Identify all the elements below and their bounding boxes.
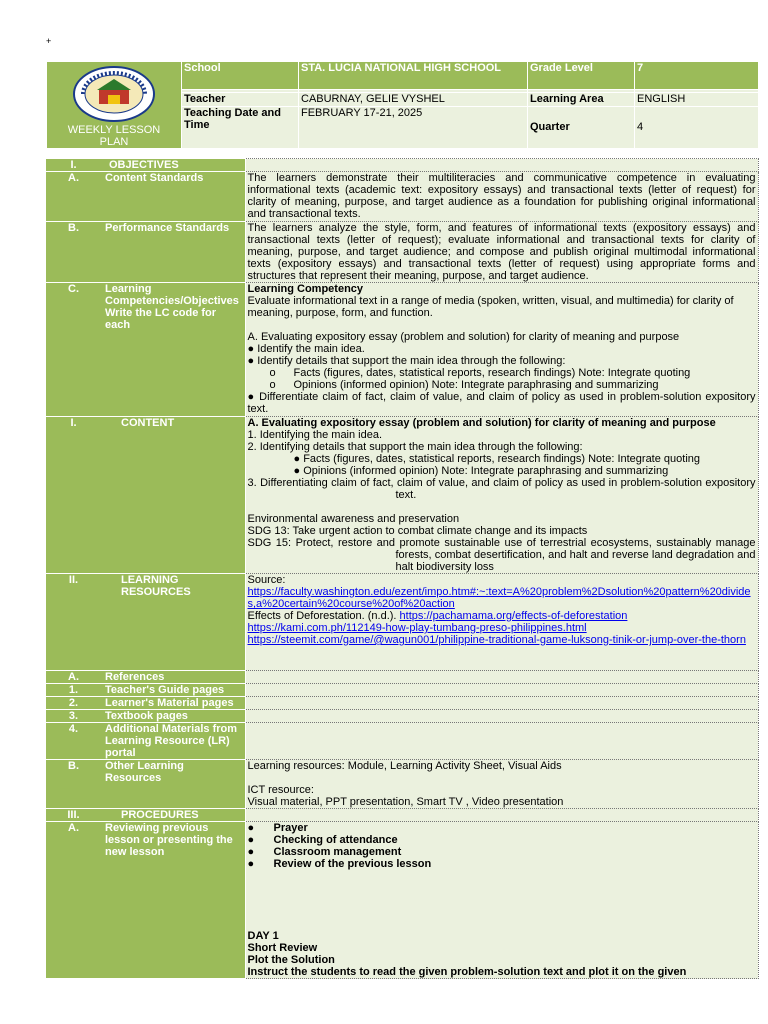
reviewing-lesson-text: ● Prayer ● Checking of attendance ● Classroom management ● Review of the previous lesson DAY 1 Short Review Plot the Solution Instruct the students to read the given problem-solution text and plot it on the given bbox=[245, 822, 758, 979]
grade-value: 7 bbox=[635, 62, 759, 90]
additional-materials-label: 4. Additional Materials from Learning Resource (LR) portal bbox=[46, 723, 245, 760]
learning-competencies-text: Learning Competency Evaluate informational text in a range of media (spoken, written, visual, and multimedia) for clarity of meaning, purpose, form, and function. A. Evaluating expository essay (problem and solution) for clarity of meaning and purpose ● Identify the main idea. ● Identify details that support the main idea through the following: o Facts (figures, dates, statistical reports, research findings) Note: Integrate quoting o Opinions (informed opinion) Note: Integrate paraphrasing and summarizing ● Differentiate claim of fact, claim of value, and claim of policy as used in problem-solution expository text. bbox=[245, 283, 758, 417]
school-value: STA. LUCIA NATIONAL HIGH SCHOOL bbox=[299, 62, 528, 90]
learning-competencies-label: C. Learning Competencies/Objectives Write the LC code for each bbox=[46, 283, 245, 417]
lc-a: A. Evaluating expository essay (problem and solution) for clarity of meaning and purpose bbox=[247, 331, 680, 343]
references-label: A. References bbox=[46, 671, 245, 684]
reviewing-lesson-label: A. Reviewing previous lesson or presenting the new lesson bbox=[46, 822, 245, 979]
teaching-date-value: FEBRUARY 17-21, 2025 bbox=[299, 106, 528, 149]
lc-heading: Learning Competency bbox=[247, 283, 364, 295]
source-link-2[interactable]: https://pachamama.org/effects-of-deforestation bbox=[399, 610, 628, 622]
header-table bbox=[46, 61, 759, 149]
teacher-value: CABURNAY, GELIE VYSHEL bbox=[299, 93, 528, 106]
school-logo-cell bbox=[47, 62, 182, 149]
objectives-heading: I. OBJECTIVES bbox=[46, 159, 245, 172]
page-mark: + bbox=[46, 36, 52, 46]
learning-area-value: ENGLISH bbox=[635, 93, 759, 106]
other-resources-text: Learning resources: Module, Learning Activity Sheet, Visual Aids ICT resource: Visual material, PPT presentation, Smart TV , Video presentation bbox=[245, 760, 758, 809]
other-resources-label: B. Other Learning Resources bbox=[46, 760, 245, 809]
content-standards-label: A. Content Standards bbox=[46, 172, 245, 222]
source-link-1[interactable]: https://faculty.washington.edu/ezent/impo.htm#:~:text=A%20problem%2Dsolution%20pattern%20divides,a%20certain%20course%20of%20action bbox=[247, 586, 751, 610]
lc-text: Evaluate informational text in a range of media (spoken, written, visual, and multimedia) for clarity of meaning, purpose, form, and function. bbox=[247, 295, 734, 319]
learning-resources-heading: II. LEARNING RESOURCES bbox=[46, 574, 245, 671]
teachers-guide-label: 1. Teacher's Guide pages bbox=[46, 684, 245, 697]
quarter-value: 4 bbox=[635, 106, 759, 149]
teaching-date-label: Teaching Date and Time bbox=[182, 106, 299, 149]
source-link-3[interactable]: https://kami.com.ph/112149-how-play-tumbang-preso-philippines.html bbox=[247, 622, 587, 634]
lesson-plan-table bbox=[46, 158, 759, 979]
learning-area-label: Learning Area bbox=[528, 93, 635, 106]
content-text: A. Evaluating expository essay (problem and solution) for clarity of meaning and purpose 1. Identifying the main idea. 2. Identifying details that support the main idea through the following: ● Facts (figures, dates, statistical reports, research findings) Note: Integrate quoting ● Opinions (informed opinion) Note: Integrate paraphrasing and summarizing 3. Differentiating claim of fact, claim of value, and claim of policy as used in problem-solution expository text. Environmental awareness and preservation SDG 13: Take urgent action to combat climate change and its impacts SDG 15: Protect, restore and promote sustainable use of terrestrial ecosystems, sustainably manage forests, combat desertification, and halt and reverse land degradation and halt biodiversity loss bbox=[245, 417, 758, 574]
school-label: School bbox=[182, 62, 299, 90]
teacher-label: Teacher bbox=[182, 93, 299, 106]
learning-resources-text: Source: https://faculty.washington.edu/ezent/impo.htm#:~:text=A%20problem%2Dsolution%20pattern%20divides,a%20certain%20course%20of%20action Effects of Deforestation. (n.d.). https://pachamama.org/effects-of-deforestation https://kami.com.ph/112149-how-play-tumbang-preso-philippines.html https://steemit.com/game/@wagun001/philippine-traditional-game-luksong-tinik-or-jump-over-the-thorn bbox=[245, 574, 758, 671]
source-link-4[interactable]: https://steemit.com/game/@wagun001/philippine-traditional-game-luksong-tinik-or-jump-over-the-thorn bbox=[247, 634, 746, 646]
content-standards-text: The learners demonstrate their multiliteracies and communicative competence in evaluating informational texts (academic text: expository essays) and transactional texts (letter of request) for clarity of meaning, purpose, and target audience as a foundation for publishing original informational and transactional texts. bbox=[245, 172, 758, 222]
learners-material-label: 2. Learner's Material pages bbox=[46, 697, 245, 710]
content-heading: I. CONTENT bbox=[46, 417, 245, 574]
plan-title: WEEKLY LESSON PLAN bbox=[67, 124, 161, 148]
grade-label: Grade Level bbox=[528, 62, 635, 90]
quarter-label: Quarter bbox=[528, 106, 635, 149]
performance-standards-text: The learners analyze the style, form, and features of informational texts (expository essays) and transactional texts (letter of request); evaluate informational and transactional texts for clarity of meaning, purpose, and target audience; and compose and publish original multimodal informational texts (expository essays) and transactional texts (letter of request) using appropriate forms and structures that represent their meaning, purpose, and target audience. bbox=[245, 222, 758, 283]
procedures-heading: III. PROCEDURES bbox=[46, 809, 245, 822]
textbook-pages-label: 3. Textbook pages bbox=[46, 710, 245, 723]
school-seal-icon bbox=[73, 66, 155, 122]
performance-standards-label: B. Performance Standards bbox=[46, 222, 245, 283]
